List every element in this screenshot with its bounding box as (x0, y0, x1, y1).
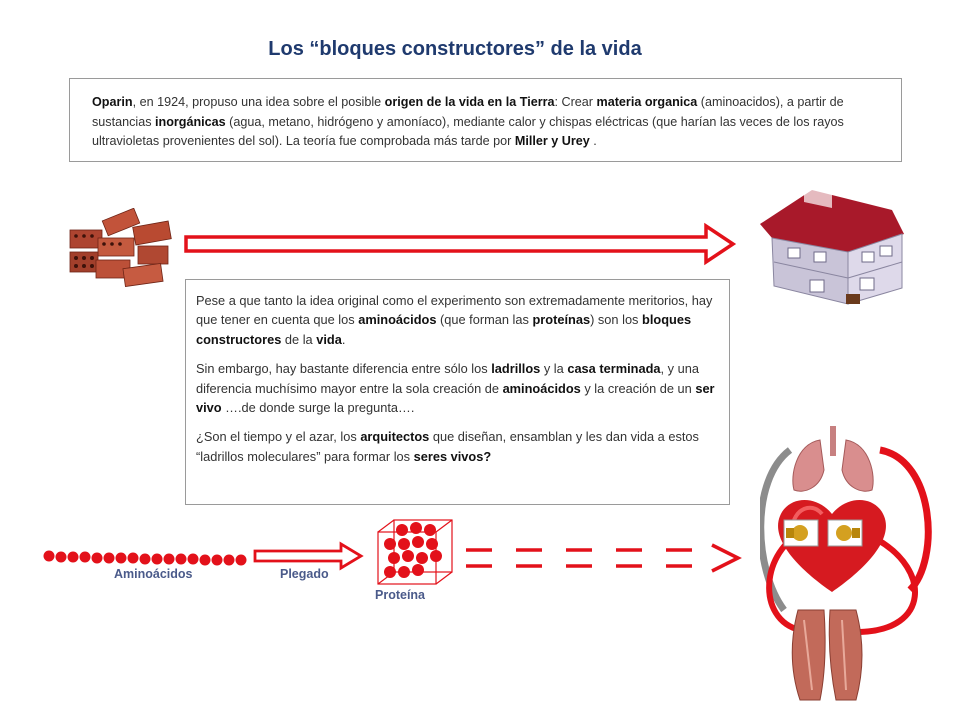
text-run: vida (316, 331, 342, 347)
text-run: bloques constructores (196, 312, 692, 347)
explanation-paragraph (196, 291, 721, 349)
text-run: proteínas (532, 312, 591, 328)
text-run: y la creación de un (580, 380, 696, 396)
text-run: de la (281, 331, 317, 347)
text-run: y la (540, 361, 568, 377)
text-run: aminoácidos (358, 312, 437, 328)
intro-box (69, 78, 902, 162)
intro-text: inorgánicas (155, 114, 226, 129)
text-run: ¿Son el tiempo y el azar, los (196, 429, 361, 445)
aminoacid-chain-icon (42, 549, 247, 569)
text-run: aminoácidos (502, 380, 581, 396)
text-run: seres vivos? (413, 448, 492, 464)
text-run: Sin embargo, hay bastante diferencia entre sólo los (196, 361, 492, 377)
protein-label: Proteína (375, 588, 426, 602)
text-run: ) son los (590, 312, 643, 328)
intro-text: (agua, metano, hidrógeno y amoníaco), mediante calor y chispas eléctricas (que harían las veces de los rayos ultravioletas provenientes del sol). La teoría fue comprobada más tarde por (92, 114, 844, 148)
living-being-icon (760, 420, 940, 710)
page-title: Los “bloques constructores” de la vida (268, 38, 642, 60)
text-run: ladrillos (491, 361, 541, 377)
aminoacids-label: Aminoácidos (114, 567, 193, 581)
arrow-icon (183, 222, 738, 266)
bricks-icon (64, 208, 176, 290)
text-run: casa terminada (567, 361, 661, 377)
intro-text: materia organica (596, 95, 698, 109)
intro-text: (aminoacidos), a partir de sustancias (92, 95, 844, 129)
house-icon (752, 182, 910, 312)
folding-label: Plegado (280, 567, 329, 581)
explanation-paragraph (196, 427, 721, 466)
text-run: , y una diferencia muchísimo mayor entre la sola creación de (196, 361, 699, 396)
intro-text: Miller y Urey (514, 134, 590, 148)
text-run: ….de donde surge la pregunta…. (221, 400, 415, 416)
intro-text: origen de la vida en la Tierra (384, 95, 555, 109)
intro-text: . (589, 134, 597, 148)
intro-text: Oparin (92, 95, 133, 109)
explanation-paragraph (196, 359, 721, 417)
explanation-box (185, 279, 730, 505)
intro-text: , en 1924, propuso una idea sobre el posible (132, 95, 385, 109)
protein-icon (374, 518, 460, 586)
dashed-arrow-icon (464, 540, 744, 576)
text-run: ser vivo (196, 380, 715, 416)
text-run: arquitectos (360, 429, 430, 445)
text-run: que diseñan, ensamblan y les dan vida a estos “ladrillos moleculares” para formar los (196, 429, 699, 464)
text-run: . (341, 331, 346, 347)
text-run: (que forman las (436, 312, 533, 328)
text-run: Pese a que tanto la idea original como el experimento son extremadamente meritorios, hay que tener en cuenta que los (196, 293, 713, 328)
intro-text: : Crear (554, 95, 597, 109)
